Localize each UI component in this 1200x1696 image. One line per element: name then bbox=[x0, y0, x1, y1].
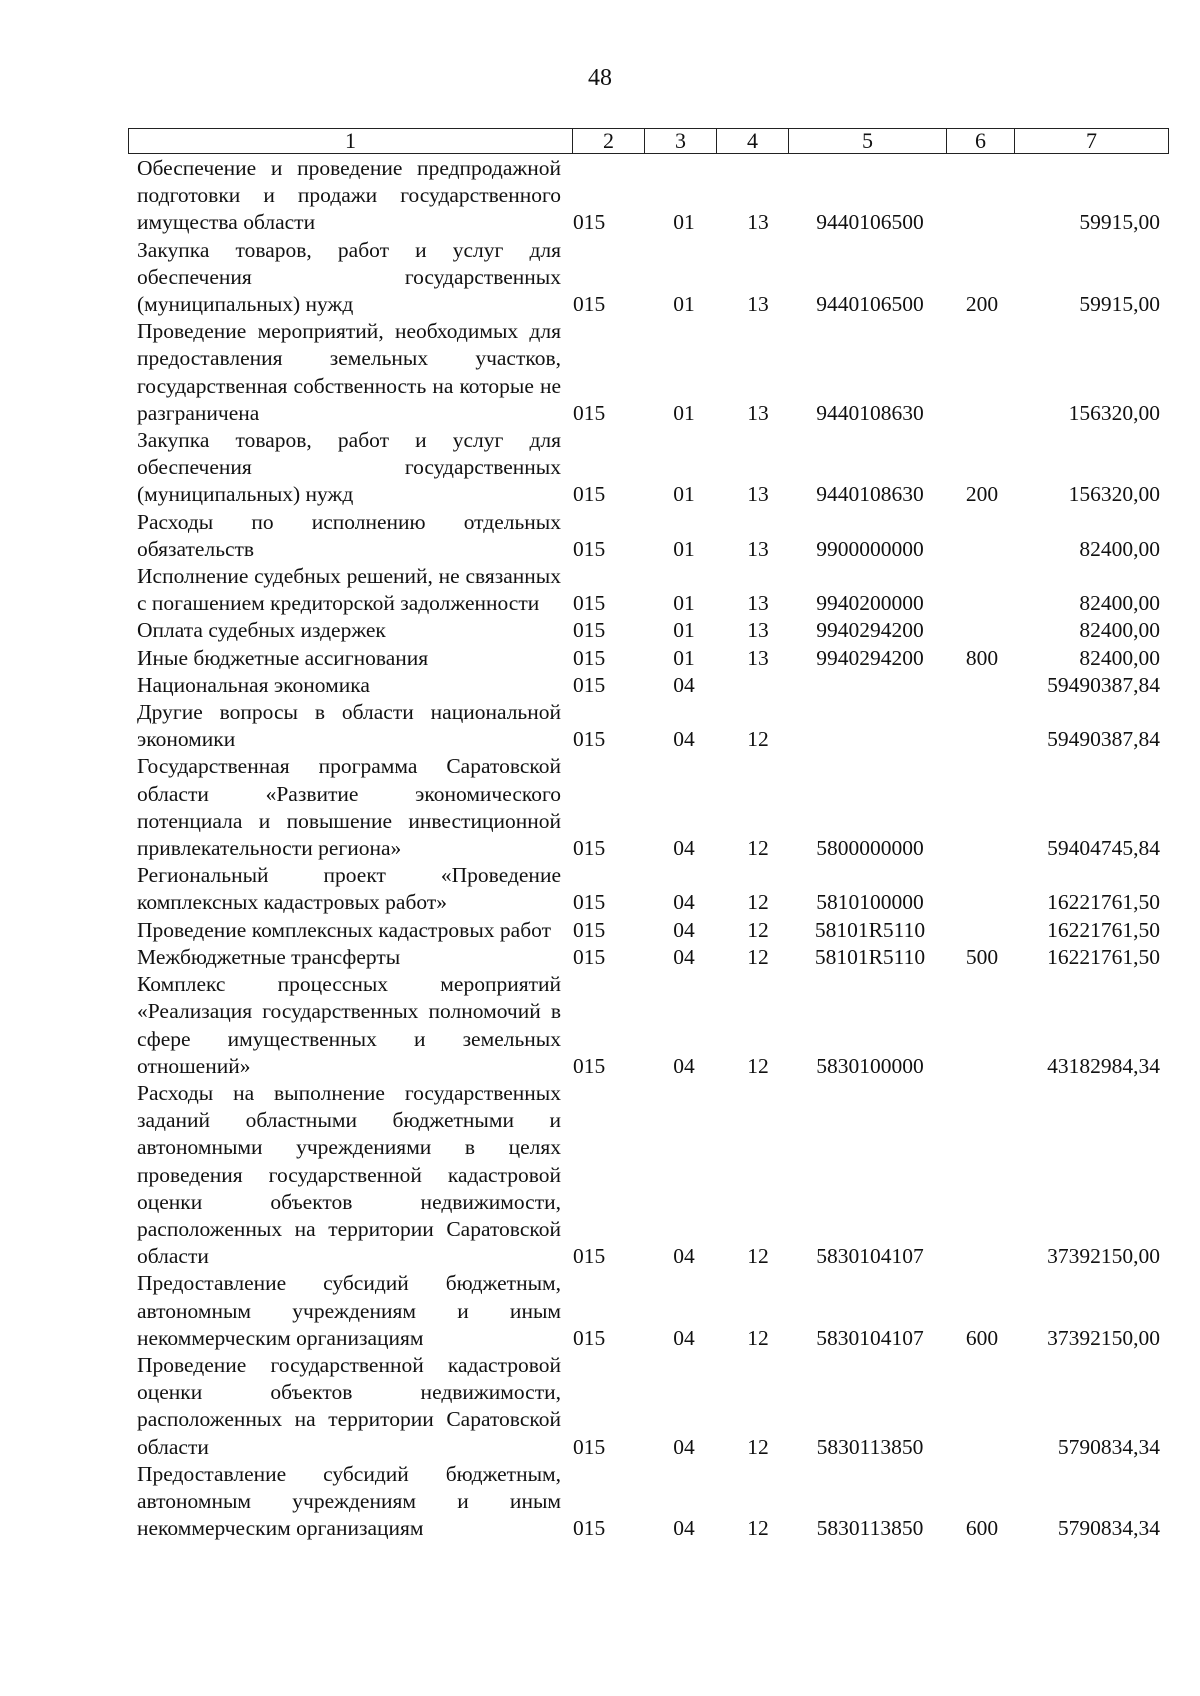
row-description: Проведение комплексных кадастровых работ bbox=[137, 917, 551, 942]
row-col-2: 015 bbox=[573, 645, 606, 670]
row-col-4: 13 bbox=[747, 292, 769, 317]
row-col-5: 9900000000 bbox=[816, 536, 924, 561]
row-col-2: 015 bbox=[573, 482, 606, 507]
row-col-3: 04 bbox=[673, 836, 695, 861]
row-col-4: 12 bbox=[747, 1244, 769, 1269]
row-col-7: 16221761,50 bbox=[1047, 890, 1160, 915]
row-col-2: 015 bbox=[573, 944, 606, 969]
row-description: Обеспечение и проведение предпродажной подготовки и продажи государственного имущества области bbox=[137, 156, 561, 235]
row-col-5: 5830113850 bbox=[816, 1516, 924, 1541]
row-col-5: 9940294200 bbox=[816, 618, 924, 643]
row-description: Закупка товаров, работ и услуг для обеспечения государственных (муниципальных) нужд bbox=[137, 428, 561, 507]
table-row bbox=[0, 944, 1200, 971]
column-header-row bbox=[129, 129, 1169, 154]
row-col-7: 59490387,84 bbox=[1047, 727, 1160, 752]
row-col-7: 156320,00 bbox=[1068, 482, 1160, 507]
row-col-2: 015 bbox=[573, 890, 606, 915]
row-col-3: 04 bbox=[673, 890, 695, 915]
row-col-4: 12 bbox=[747, 1053, 769, 1078]
row-col-4: 13 bbox=[747, 645, 769, 670]
table-row bbox=[0, 427, 1200, 509]
row-description: Оплата судебных издержек bbox=[137, 618, 386, 643]
column-header-2: 2 bbox=[573, 129, 645, 154]
row-col-7: 82400,00 bbox=[1079, 536, 1160, 561]
row-col-3: 01 bbox=[673, 591, 695, 616]
row-col-5: 9940294200 bbox=[816, 645, 924, 670]
row-col-7: 5790834,34 bbox=[1057, 1516, 1160, 1541]
row-col-4: 13 bbox=[747, 591, 769, 616]
row-col-6: 600 bbox=[965, 1325, 999, 1350]
row-col-7: 82400,00 bbox=[1079, 591, 1160, 616]
row-col-5: 9440106500 bbox=[816, 292, 924, 317]
row-description: Региональный проект «Проведение комплексных кадастровых работ» bbox=[137, 863, 561, 915]
table-row bbox=[0, 917, 1200, 944]
column-header-4: 4 bbox=[717, 129, 789, 154]
row-description: Комплекс процессных мероприятий «Реализация государственных полномочий в сфере имущественных и земельных отношений» bbox=[137, 972, 561, 1078]
row-col-4: 12 bbox=[747, 1516, 769, 1541]
row-col-4: 12 bbox=[747, 1325, 769, 1350]
row-col-6: 200 bbox=[965, 482, 999, 507]
table-row bbox=[0, 563, 1200, 617]
row-description: Проведение мероприятий, необходимых для предоставления земельных участков, государственная собственность на которые не разграничена bbox=[137, 319, 561, 425]
budget-table-body bbox=[0, 155, 1200, 1542]
row-description: Межбюджетные трансферты bbox=[137, 944, 401, 969]
row-col-4: 12 bbox=[747, 944, 769, 969]
row-col-4: 12 bbox=[747, 890, 769, 915]
row-col-7: 82400,00 bbox=[1079, 645, 1160, 670]
row-col-3: 04 bbox=[673, 727, 695, 752]
row-col-6: 600 bbox=[965, 1516, 999, 1541]
row-col-3: 01 bbox=[673, 210, 695, 235]
row-col-5: 5830104107 bbox=[816, 1244, 924, 1269]
column-header-5: 5 bbox=[789, 129, 947, 154]
column-header-3: 3 bbox=[645, 129, 717, 154]
row-description: Предоставление субсидий бюджетным, автономным учреждениям и иным некоммерческим организациям bbox=[137, 1271, 561, 1350]
column-header-7: 7 bbox=[1015, 129, 1169, 154]
row-col-7: 16221761,50 bbox=[1047, 944, 1160, 969]
row-col-2: 015 bbox=[573, 836, 606, 861]
row-col-5: 9440108630 bbox=[816, 482, 924, 507]
row-col-3: 04 bbox=[673, 1244, 695, 1269]
row-description: Государственная программа Саратовской области «Развитие экономического потенциала и повышение инвестиционной привлекательности региона» bbox=[137, 754, 561, 861]
row-col-2: 015 bbox=[573, 1053, 606, 1078]
row-description: Национальная экономика bbox=[137, 672, 370, 697]
row-col-7: 82400,00 bbox=[1079, 618, 1160, 643]
row-col-3: 01 bbox=[673, 292, 695, 317]
row-col-2: 015 bbox=[573, 210, 606, 235]
row-description: Другие вопросы в области национальной экономики bbox=[137, 700, 561, 752]
row-col-5: 5830104107 bbox=[816, 1325, 924, 1350]
row-col-3: 01 bbox=[673, 536, 695, 561]
row-col-6: 200 bbox=[965, 292, 999, 317]
row-col-3: 04 bbox=[673, 1325, 695, 1350]
row-col-5: 9940200000 bbox=[816, 591, 924, 616]
row-col-3: 01 bbox=[673, 482, 695, 507]
table-row bbox=[0, 155, 1200, 237]
row-col-2: 015 bbox=[573, 917, 606, 942]
table-row bbox=[0, 971, 1200, 1080]
table-row bbox=[0, 237, 1200, 319]
row-col-5: 5800000000 bbox=[816, 836, 924, 861]
row-col-4: 13 bbox=[747, 618, 769, 643]
row-col-3: 01 bbox=[673, 400, 695, 425]
row-description: Расходы на выполнение государственных заданий областными бюджетными и автономными учреждениями в целях проведения государственной кадастровой оценки объектов недвижимости, расположенных на территории Саратовской области bbox=[137, 1080, 561, 1269]
row-col-5: 58101R5110 bbox=[814, 944, 926, 969]
row-col-2: 015 bbox=[573, 1434, 606, 1459]
row-description: Исполнение судебных решений, не связанных с погашением кредиторской задолженности bbox=[137, 564, 561, 616]
row-col-4: 12 bbox=[747, 1434, 769, 1459]
row-col-4: 13 bbox=[747, 482, 769, 507]
row-description: Предоставление субсидий бюджетным, автономным учреждениям и иным некоммерческим организациям bbox=[137, 1461, 561, 1541]
row-col-2: 015 bbox=[573, 1325, 606, 1350]
table-row bbox=[0, 617, 1200, 644]
row-col-4: 12 bbox=[747, 836, 769, 861]
row-col-3: 01 bbox=[673, 645, 695, 670]
row-col-5: 9440108630 bbox=[816, 400, 924, 425]
table-row bbox=[0, 318, 1200, 427]
row-col-2: 015 bbox=[573, 400, 606, 425]
row-col-4: 13 bbox=[747, 210, 769, 235]
row-col-6: 500 bbox=[965, 944, 999, 969]
column-header-1: 1 bbox=[129, 129, 573, 154]
row-col-2: 015 bbox=[573, 727, 606, 752]
row-col-2: 015 bbox=[573, 1244, 606, 1269]
table-row bbox=[0, 699, 1200, 753]
row-description: Расходы по исполнению отдельных обязательств bbox=[137, 509, 561, 561]
row-col-7: 37392150,00 bbox=[1047, 1244, 1160, 1269]
table-row bbox=[0, 1080, 1200, 1270]
table-row bbox=[0, 509, 1200, 563]
row-col-3: 01 bbox=[673, 618, 695, 643]
row-col-7: 59490387,84 bbox=[1047, 672, 1160, 697]
table-row bbox=[0, 862, 1200, 916]
table-row bbox=[0, 1352, 1200, 1461]
row-col-5: 58101R5110 bbox=[814, 917, 926, 942]
table-row bbox=[0, 1270, 1200, 1352]
row-col-7: 156320,00 bbox=[1068, 400, 1160, 425]
row-col-3: 04 bbox=[673, 1434, 695, 1459]
table-row bbox=[0, 753, 1200, 862]
row-description: Закупка товаров, работ и услуг для обеспечения государственных (муниципальных) нужд bbox=[137, 237, 561, 317]
row-col-4: 12 bbox=[747, 727, 769, 752]
row-col-5: 9440106500 bbox=[816, 210, 924, 235]
row-col-2: 015 bbox=[573, 618, 606, 643]
row-col-3: 04 bbox=[673, 1516, 695, 1541]
column-header-table bbox=[128, 128, 1169, 154]
table-row bbox=[0, 672, 1200, 699]
row-description: Проведение государственной кадастровой оценки объектов недвижимости, расположенных на территории Саратовской области bbox=[137, 1352, 561, 1459]
row-col-2: 015 bbox=[573, 672, 606, 697]
row-col-3: 04 bbox=[673, 944, 695, 969]
row-col-7: 16221761,50 bbox=[1047, 917, 1160, 942]
row-col-3: 04 bbox=[673, 917, 695, 942]
row-col-7: 43182984,34 bbox=[1047, 1053, 1160, 1078]
row-col-2: 015 bbox=[573, 292, 606, 317]
row-description: Иные бюджетные ассигнования bbox=[137, 645, 429, 670]
row-col-2: 015 bbox=[573, 536, 606, 561]
column-header-6: 6 bbox=[947, 129, 1015, 154]
row-col-7: 59915,00 bbox=[1079, 210, 1160, 235]
row-col-5: 5810100000 bbox=[816, 890, 924, 915]
row-col-5: 5830100000 bbox=[816, 1053, 924, 1078]
row-col-7: 5790834,34 bbox=[1057, 1434, 1160, 1459]
table-row bbox=[0, 1461, 1200, 1543]
row-col-4: 13 bbox=[747, 536, 769, 561]
row-col-3: 04 bbox=[673, 1053, 695, 1078]
page-number: 48 bbox=[588, 65, 612, 91]
row-col-7: 59915,00 bbox=[1079, 292, 1160, 317]
table-row bbox=[0, 645, 1200, 672]
row-col-7: 59404745,84 bbox=[1047, 836, 1160, 861]
row-col-6: 800 bbox=[965, 645, 999, 670]
row-col-7: 37392150,00 bbox=[1047, 1325, 1160, 1350]
row-col-5: 5830113850 bbox=[816, 1434, 924, 1459]
row-col-4: 12 bbox=[747, 917, 769, 942]
row-col-2: 015 bbox=[573, 1516, 606, 1541]
row-col-3: 04 bbox=[673, 672, 695, 697]
row-col-4: 13 bbox=[747, 400, 769, 425]
row-col-2: 015 bbox=[573, 591, 606, 616]
